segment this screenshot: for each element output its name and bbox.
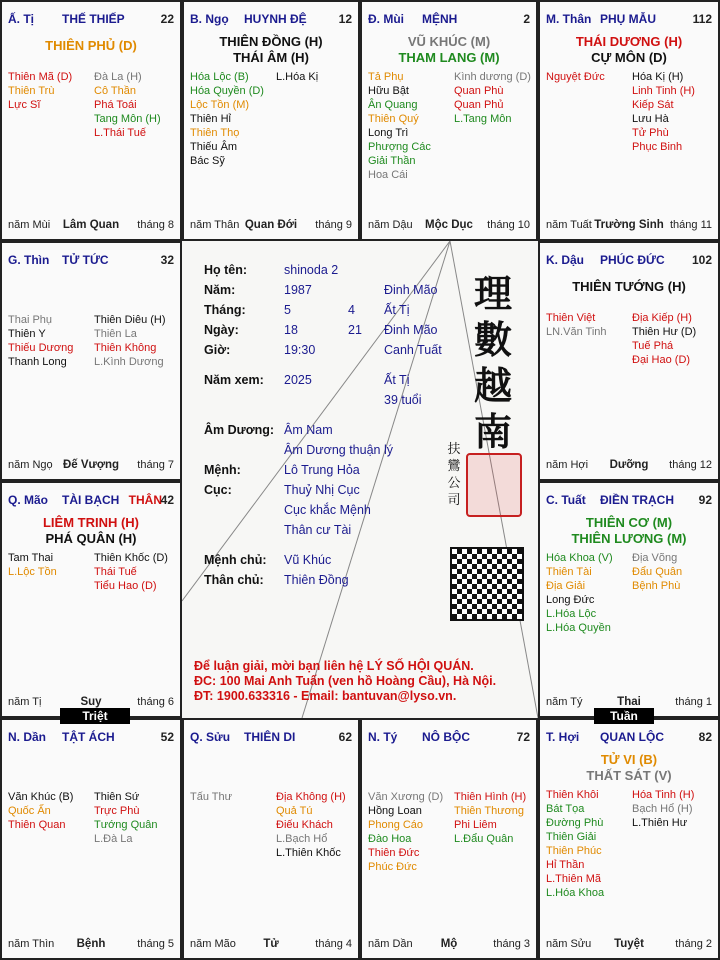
minor-star: Thiên La <box>94 328 137 340</box>
minor-star: Phục Binh <box>632 141 683 153</box>
minor-star: Thiên Quý <box>368 113 419 125</box>
palace-header <box>8 253 174 267</box>
minor-star: Thiên Tài <box>546 566 592 578</box>
info-value: Thiên Đồng <box>284 573 349 587</box>
palace-year: năm Thân <box>190 219 240 231</box>
palace-month: tháng 4 <box>315 938 352 950</box>
info-value: 5 <box>284 303 291 317</box>
minor-star: L.Thiên Mã <box>546 873 602 885</box>
minor-star: Phượng Các <box>368 141 431 153</box>
palace-header <box>8 12 174 26</box>
palace-branch: N. Tý <box>368 730 398 744</box>
main-stars <box>540 515 718 547</box>
minor-star: Kiếp Sát <box>632 99 674 111</box>
minor-star: Hữu Bật <box>368 85 409 97</box>
minor-star: Văn Khúc (B) <box>8 791 74 803</box>
palace-stage: Quan Đới <box>244 219 298 231</box>
palace-stage: Trường Sinh <box>594 219 664 231</box>
info-value: Cục khắc Mệnh <box>284 503 371 517</box>
info-label: Cục: <box>204 483 232 497</box>
palace-month: tháng 8 <box>137 219 174 231</box>
info-canchi: Ất Tị <box>384 303 410 317</box>
info-label: Năm xem: <box>204 373 264 387</box>
palace-branch: Q. Mão <box>8 493 49 507</box>
palace-branch: G. Thìn <box>8 253 50 267</box>
seal-char: 公 <box>447 476 461 491</box>
palace-branch: Q. Sửu <box>190 730 231 744</box>
minor-star: Thiên Y <box>8 328 46 340</box>
minor-star: Thiên Thương <box>454 805 525 817</box>
palace-ngo <box>182 0 360 241</box>
palace-year: năm Mùi <box>8 219 51 231</box>
palace-stage: Đế Vượng <box>62 459 120 471</box>
minor-star: Thanh Long <box>8 356 67 368</box>
main-stars <box>184 34 358 66</box>
minor-star: Đà La (H) <box>94 71 142 83</box>
palace-tuat <box>538 481 720 718</box>
main-star: PHÁ QUÂN (H) <box>45 531 137 546</box>
minor-star: Hoa Cái <box>368 169 408 181</box>
minor-star: L.Hóa Kị <box>276 71 319 83</box>
minor-star: Hóa Lộc (B) <box>190 71 249 83</box>
info-label: Năm: <box>204 283 236 297</box>
palace-name: QUAN LỘC <box>600 730 664 744</box>
main-star: THÁI DƯƠNG (H) <box>575 34 683 49</box>
palace-footer <box>8 219 174 233</box>
info-label: Giờ: <box>204 343 231 357</box>
palace-name: TẬT ÁCH <box>62 730 115 744</box>
minor-star: Thiên Quan <box>8 819 66 831</box>
palace-number: 2 <box>523 12 530 26</box>
main-star: THIÊN CƠ (M) <box>585 515 673 530</box>
minor-star: Thiên Hỉ <box>190 113 231 125</box>
minor-star: Thiên Mã (D) <box>8 71 73 83</box>
calligraphy-char: 理 <box>473 271 512 316</box>
palace-number: 52 <box>160 730 174 744</box>
palace-stage: Thai <box>617 696 641 708</box>
minor-star: L.Thiên Khốc <box>276 847 341 859</box>
info-canchi: Đinh Mão <box>384 283 438 297</box>
minor-star: Đào Hoa <box>368 833 412 845</box>
main-star: VŨ KHÚC (M) <box>407 34 491 49</box>
minor-star: Bạch Hổ (H) <box>632 803 693 815</box>
main-stars <box>540 34 718 66</box>
palace-header <box>546 730 712 744</box>
palace-month: tháng 6 <box>137 696 174 708</box>
palace-thin <box>0 241 182 481</box>
main-star: THAM LANG (M) <box>398 50 500 65</box>
palace-mui <box>360 0 538 241</box>
palace-suu <box>182 718 360 960</box>
palace-mao <box>0 481 182 718</box>
palace-year: năm Ngọ <box>8 459 53 471</box>
minor-star: Tả Phụ <box>368 71 404 83</box>
palace-name: THIÊN DI <box>244 730 296 744</box>
calligraphy-char: 南 <box>473 409 512 454</box>
palace-month: tháng 1 <box>675 696 712 708</box>
palace-ti <box>0 0 182 241</box>
palace-header <box>546 253 712 267</box>
main-star: THẤT SÁT (V) <box>586 768 672 783</box>
minor-star: Thiên Giải <box>546 831 597 843</box>
minor-star: L.Thái Tuế <box>94 127 146 139</box>
palace-month: tháng 2 <box>675 938 712 950</box>
minor-star: LN.Văn Tinh <box>546 326 607 338</box>
minor-star: Tang Môn (H) <box>94 113 161 125</box>
minor-star: Linh Tinh (H) <box>632 85 695 97</box>
minor-star: Thai Phụ <box>8 314 53 326</box>
minor-star: Long Trì <box>368 127 409 139</box>
minor-star: Tam Thai <box>8 552 54 564</box>
minor-star: Quan Phù <box>454 85 504 97</box>
minor-star: Phi Liêm <box>454 819 497 831</box>
palace-name: TÀI BẠCH THÂN <box>62 493 162 507</box>
minor-star: L.Hóa Lộc <box>546 608 597 620</box>
palace-year: năm Tị <box>8 696 42 708</box>
minor-star: Lộc Tồn (M) <box>190 99 250 111</box>
minor-star: Tiểu Hao (D) <box>94 580 157 592</box>
info-canchi: Đinh Mão <box>384 323 438 337</box>
palace-stage: Mộ <box>440 938 458 950</box>
minor-star: Thiên Diêu (H) <box>94 314 166 326</box>
minor-star: Thiên Không <box>94 342 157 354</box>
palace-name: MỆNH <box>422 12 458 26</box>
palace-branch: B. Ngọ <box>190 12 229 26</box>
info-label: Mệnh: <box>204 463 241 477</box>
palace-branch: C. Tuất <box>546 493 586 507</box>
palace-number: 22 <box>160 12 174 26</box>
palace-stage: Mộc Dục <box>425 219 473 231</box>
palace-footer <box>190 938 352 952</box>
info-label: Ngày: <box>204 323 239 337</box>
info-value: Lô Trung Hỏa <box>284 463 360 477</box>
palace-name: NÔ BỘC <box>422 730 470 744</box>
minor-star: Đẩu Quân <box>632 566 683 578</box>
minor-star: Hóa Tinh (H) <box>632 789 695 801</box>
minor-star: Kình dương (D) <box>454 71 531 83</box>
info-canchi: Canh Tuất <box>384 343 442 357</box>
center-info-panel <box>182 241 538 718</box>
minor-star: Địa Không (H) <box>276 791 346 803</box>
palace-stage: Tuyệt <box>614 938 644 950</box>
info-label: Mệnh chủ: <box>204 553 267 567</box>
palace-number: 32 <box>160 253 174 267</box>
contact-line: ĐC: 100 Mai Anh Tuấn (ven hồ Hoàng Cầu), Hà Nội. <box>194 674 497 688</box>
minor-star: L.Hóa Khoa <box>546 887 605 899</box>
minor-star: L.Hóa Quyền <box>546 622 611 634</box>
minor-star: Thiên Sứ <box>94 791 140 803</box>
palace-dan <box>0 718 182 960</box>
contact-line: ĐT: 1900.633316 - Email: bantuvan@lyso.vn. <box>194 689 457 703</box>
palace-year: năm Dậu <box>368 219 413 231</box>
palace-footer <box>190 219 352 233</box>
minor-star: Bệnh Phù <box>632 580 681 592</box>
info-value: Vũ Khúc <box>284 553 332 567</box>
minor-star: Thiên Hình (H) <box>454 791 527 803</box>
triet-tag: Triệt <box>60 708 130 724</box>
palace-footer <box>368 938 530 952</box>
red-seal-stamp <box>466 453 522 517</box>
palace-month: tháng 11 <box>669 219 712 231</box>
palace-year: năm Sửu <box>546 938 592 950</box>
qr-code <box>450 547 524 621</box>
info-value: 19:30 <box>284 343 316 357</box>
main-stars <box>2 515 180 547</box>
contact-line: Để luận giải, mời bạn liên hệ LÝ SỐ HỘI QUÁN. <box>194 659 474 673</box>
palace-number: 82 <box>698 730 712 744</box>
minor-star: Phá Toái <box>94 99 137 111</box>
minor-star: Đường Phù <box>546 817 604 829</box>
palace-header <box>8 493 174 507</box>
palace-header <box>8 730 174 744</box>
palace-header <box>190 12 352 26</box>
minor-star: Thiên Khốc (D) <box>94 552 168 564</box>
palace-footer <box>8 938 174 952</box>
minor-star: Giải Thần <box>368 155 416 167</box>
minor-star: Hồng Loan <box>368 805 422 817</box>
info-value: Âm Nam <box>284 423 333 437</box>
minor-star: Tướng Quân <box>94 819 158 831</box>
minor-star: Lực Sĩ <box>8 99 41 111</box>
minor-star: L.Bạch Hổ <box>276 833 328 845</box>
palace-footer <box>368 219 530 233</box>
palace-number: 112 <box>692 12 712 26</box>
minor-star: Văn Xương (D) <box>368 791 444 803</box>
palace-branch: M. Thân <box>546 12 592 26</box>
info-value: 2025 <box>284 373 312 387</box>
palace-header <box>546 493 712 507</box>
info-value: Thuỷ Nhị Cục <box>284 483 360 497</box>
palace-branch: Ấ. Tị <box>8 12 34 26</box>
palace-name: PHÚC ĐỨC <box>600 253 665 267</box>
palace-header <box>368 730 530 744</box>
minor-star: Tử Phù <box>632 127 669 139</box>
minor-star: Bác Sỹ <box>190 155 225 167</box>
minor-star: Thiên Đức <box>368 847 420 859</box>
palace-year: năm Tuất <box>546 219 592 231</box>
main-star: CỰ MÔN (D) <box>591 50 667 65</box>
minor-star: Đại Hao (D) <box>632 354 691 366</box>
palace-stage: Bệnh <box>76 938 106 950</box>
minor-star: Hỉ Thần <box>546 859 585 871</box>
palace-branch: Đ. Mùi <box>368 12 404 26</box>
minor-star: Thiên Khôi <box>546 789 599 801</box>
palace-branch: K. Dậu <box>546 253 585 267</box>
minor-star: L.Lộc Tồn <box>8 566 57 578</box>
minor-star: Thiên Việt <box>546 312 596 324</box>
main-star: THIÊN PHỦ (D) <box>45 38 137 53</box>
calligraphy-char: 越 <box>473 363 512 408</box>
minor-star: Thiên Phúc <box>546 845 602 857</box>
minor-star: Nguyệt Đức <box>546 71 605 83</box>
info-canchi: Ất Tị <box>384 373 410 387</box>
info-label: Thân chủ: <box>204 573 264 587</box>
palace-month: tháng 3 <box>493 938 530 950</box>
palace-stage: Tử <box>263 938 279 950</box>
minor-star: Quan Phủ <box>454 99 504 111</box>
main-stars <box>540 752 718 784</box>
seal-text <box>444 441 464 509</box>
calligraphy-title <box>470 271 516 455</box>
info-value: Thân cư Tài <box>284 523 352 537</box>
palace-number: 42 <box>160 493 174 507</box>
minor-star: Tuế Phá <box>632 340 674 352</box>
palace-name: THẾ THIẾP <box>62 12 125 26</box>
palace-name: PHỤ MẪU <box>600 12 656 26</box>
main-stars <box>540 279 718 295</box>
palace-header <box>190 730 352 744</box>
minor-star: Cô Thần <box>94 85 136 97</box>
palace-footer <box>546 938 712 952</box>
palace-branch: T. Hợi <box>546 730 580 744</box>
minor-star: Hóa Khoa (V) <box>546 552 613 564</box>
main-star: THIÊN LƯƠNG (M) <box>571 531 687 546</box>
palace-month: tháng 12 <box>669 459 712 471</box>
minor-star: L.Thiên Hư <box>632 817 688 829</box>
palace-header <box>546 12 712 26</box>
main-star: THIÊN ĐỒNG (H) <box>219 34 323 49</box>
palace-month: tháng 7 <box>137 459 174 471</box>
info-label: Âm Dương: <box>204 423 275 437</box>
palace-than <box>538 0 720 241</box>
minor-star: Hóa Kị (H) <box>632 71 684 83</box>
palace-stage: Suy <box>80 696 102 708</box>
minor-star: Quả Tú <box>276 805 313 817</box>
palace-year: năm Mão <box>190 938 236 950</box>
minor-star: Địa Kiếp (H) <box>632 312 692 324</box>
minor-star: Thiên Thọ <box>190 127 240 139</box>
seal-char: 扶 <box>447 442 461 457</box>
info-value: 18 <box>284 323 298 337</box>
minor-star: Quốc Ấn <box>8 805 51 817</box>
palace-number: 62 <box>338 730 352 744</box>
main-stars <box>2 38 180 54</box>
info-value: shinoda 2 <box>284 263 339 277</box>
minor-star: Địa Giải <box>546 580 586 592</box>
minor-star: Thiên Hư (D) <box>632 326 697 338</box>
seal-char: 鸞 <box>447 459 461 474</box>
palace-hoi <box>538 718 720 960</box>
palace-year: năm Tý <box>546 696 583 708</box>
palace-header <box>368 12 530 26</box>
minor-star: Phúc Đức <box>368 861 417 873</box>
minor-star: Điếu Khách <box>276 819 333 831</box>
calligraphy-char: 數 <box>473 317 512 362</box>
minor-star: Phong Cáo <box>368 819 424 831</box>
palace-month: tháng 10 <box>487 219 530 231</box>
seal-char: 司 <box>447 493 461 508</box>
minor-star: Long Đức <box>546 594 595 606</box>
minor-star: Tấu Thư <box>190 791 233 803</box>
than-marker: THÂN <box>128 493 162 507</box>
main-star: LIÊM TRINH (H) <box>42 515 140 530</box>
palace-footer <box>8 459 174 473</box>
palace-name: TỬ TỨC <box>62 253 109 267</box>
main-stars <box>362 34 536 66</box>
minor-star: L.Đẩu Quân <box>454 833 514 845</box>
info-lunar-value: 4 <box>348 303 355 317</box>
main-star: TỬ VI (B) <box>600 752 658 767</box>
minor-star: Thiếu Âm <box>190 141 238 153</box>
palace-number: 92 <box>698 493 712 507</box>
minor-star: Trực Phù <box>94 805 140 817</box>
minor-star: Thiên Trù <box>8 85 55 97</box>
palace-footer <box>546 219 712 233</box>
info-label: Tháng: <box>204 303 246 317</box>
palace-name: ĐIỀN TRẠCH <box>600 493 674 507</box>
palace-year: năm Dần <box>368 938 413 950</box>
minor-star: Bát Tọa <box>546 803 585 815</box>
palace-year: năm Thìn <box>8 938 55 950</box>
palace-name: HUYNH ĐỆ <box>244 12 307 26</box>
palace-month: tháng 5 <box>137 938 174 950</box>
palace-month: tháng 9 <box>315 219 352 231</box>
main-star: THÁI ÂM (H) <box>233 50 309 65</box>
minor-star: L.Đà La <box>94 833 133 845</box>
minor-star: Thái Tuế <box>94 566 137 578</box>
palace-year: năm Hợi <box>546 459 589 471</box>
palace-footer <box>546 459 712 473</box>
main-star: THIÊN TƯỚNG (H) <box>572 279 686 294</box>
palace-ty <box>360 718 538 960</box>
minor-star: Lưu Hà <box>632 113 669 125</box>
info-value: 1987 <box>284 283 312 297</box>
palace-branch: N. Dần <box>8 730 47 744</box>
minor-star: L.Tang Môn <box>454 113 512 125</box>
minor-star: Địa Võng <box>632 552 678 564</box>
info-value: Âm Dương thuận lý <box>284 443 393 457</box>
minor-star: L.Kình Dương <box>94 356 164 368</box>
palace-number: 12 <box>338 12 352 26</box>
palace-dau <box>538 241 720 481</box>
minor-star: Ân Quang <box>368 99 418 111</box>
palace-stage: Dưỡng <box>609 459 649 471</box>
palace-stage: Lâm Quan <box>62 219 120 231</box>
info-label: Họ tên: <box>204 263 248 277</box>
info-canchi: 39 tuổi <box>384 393 422 407</box>
minor-star: Thiếu Dương <box>8 342 74 354</box>
tuan-tag: Tuần <box>594 708 654 724</box>
info-lunar-value: 21 <box>348 323 362 337</box>
palace-number: 102 <box>691 253 712 267</box>
minor-star: Hóa Quyền (D) <box>190 85 264 97</box>
palace-number: 72 <box>516 730 530 744</box>
